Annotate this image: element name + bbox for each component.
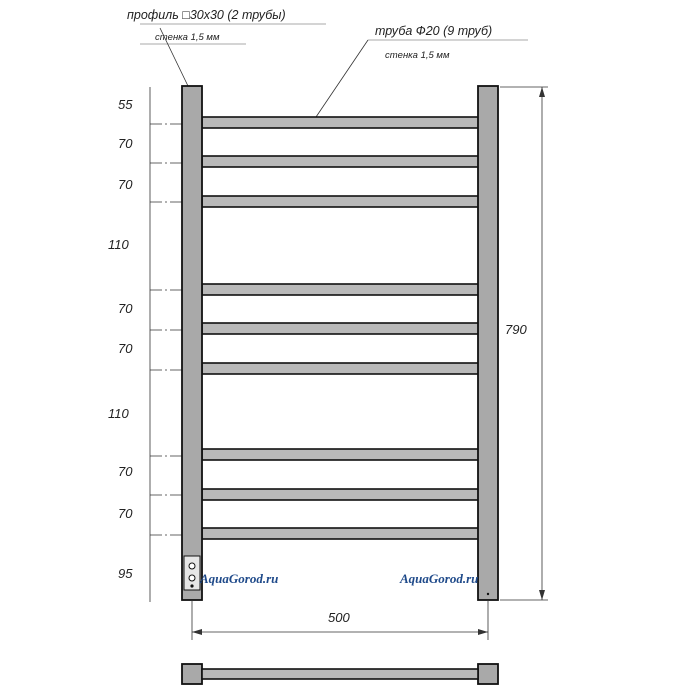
horizontal-tube [202,363,480,374]
horizontal-tube [202,196,480,207]
profile-label: профиль □30х30 (2 трубы) [127,8,286,22]
height-arrow-top [539,87,545,97]
width-arrow-left [192,629,202,635]
watermark-left: AquaGorod.ru [200,571,279,586]
spacing-label: 95 [118,566,133,581]
horizontal-tube [202,156,480,167]
right-vertical-profile [478,86,498,600]
horizontal-tube [202,528,480,539]
tube-label: труба Ф20 (9 труб) [375,24,493,38]
horizontal-tube [202,284,480,295]
top-view-tube [202,669,478,679]
control-button-icon [189,563,195,569]
width-arrow-right [478,629,488,635]
horizontal-tube [202,117,480,128]
horizontal-tube [202,323,480,334]
width-label: 500 [328,610,350,625]
spacing-label: 70 [118,506,133,521]
control-button-icon [189,575,195,581]
spacing-label: 110 [108,237,129,252]
tube-wall-label: стенка 1,5 мм [385,50,450,61]
height-arrow-bottom [539,590,545,600]
spacing-label: 55 [118,97,133,112]
spacing-label: 110 [108,406,129,421]
spacing-label: 70 [118,301,133,316]
total-height-label: 790 [505,322,527,337]
spacing-label: 70 [118,341,133,356]
tube-leader-line [316,40,368,117]
spacing-label: 70 [118,136,133,151]
indicator-dot-icon [190,584,193,587]
horizontal-tube [202,489,480,500]
spacing-label: 70 [118,177,133,192]
profile-wall-label: стенка 1,5 мм [155,32,220,43]
horizontal-tube [202,449,480,460]
top-view-right-profile [478,664,498,684]
top-view-left-profile [182,664,202,684]
left-vertical-profile [182,86,202,600]
spacing-label: 70 [118,464,133,479]
mount-point-icon [487,593,489,595]
watermark-right: AquaGorod.ru [400,571,479,586]
